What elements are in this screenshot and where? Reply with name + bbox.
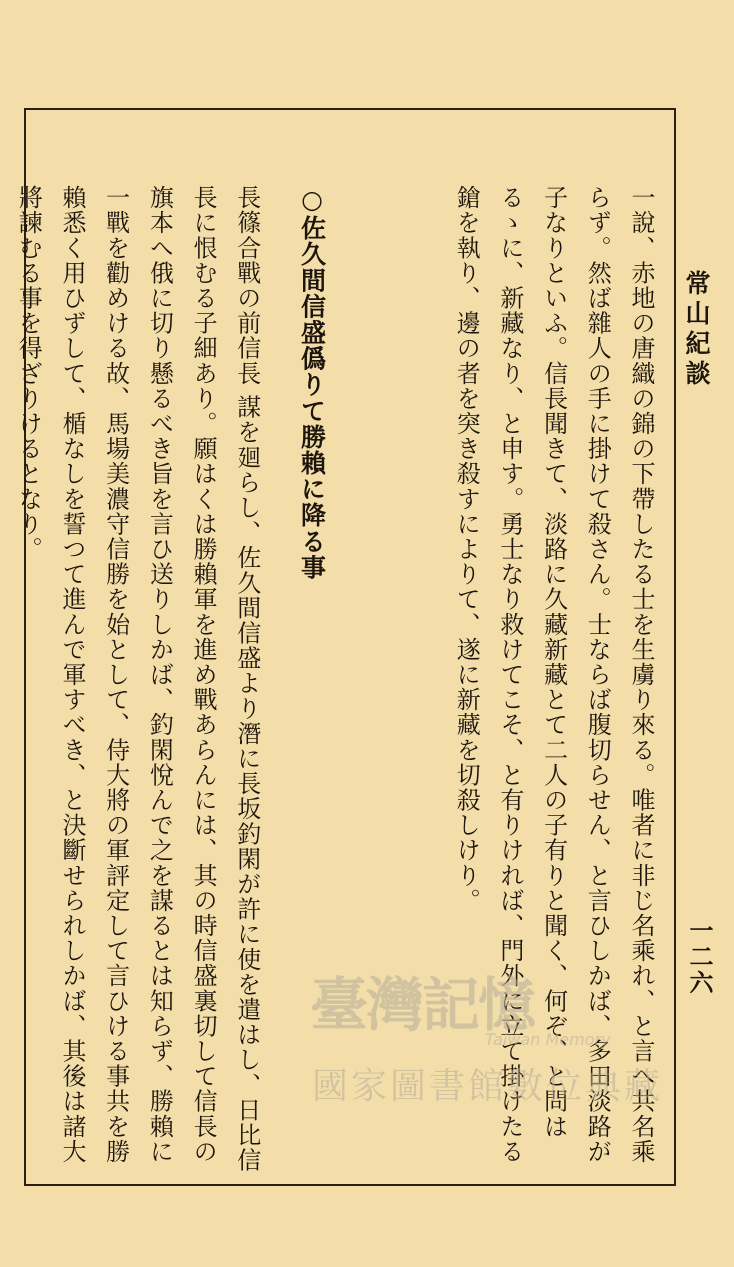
watermark-english-text: Taiwan Memory (485, 1030, 611, 1049)
paragraph-first: 一說、赤地の唐織の錦の下帶したる士を生虜り來る。唯者に非じ名乘れ、と言へ共名乘らず。然ば雜人の手に掛けて殺さん。士ならば腹切らせん、と言ひしかば、多田淡路が子なりといふ。信長聞きて、淡路に久藏新藏とて二人の子有りと聞く、何ぞ、と問はるゝに、新藏なり、と申す。勇士なり救けてこそ、と有りければ、門外に立て掛けたる鎗を執り、邊の者を突き殺すによりて、遂に新藏を切殺しけり。 (452, 185, 655, 1164)
vertical-text-body (14, 185, 662, 1175)
section-heading: ○佐久間信盛僞りて勝賴に降る事 (297, 185, 327, 581)
running-header-title: 常山紀談 (682, 270, 711, 390)
watermark-logo: 臺灣記憶 (310, 971, 535, 1039)
page-number: 一二六 (685, 918, 714, 996)
paragraph-second: 長篠合戰の前信長 謀を廻らし、佐久間信盛より潛に長坂釣閑が許に使を遣はし、日比信長に恨むる子細あり。願はくは勝賴軍を進め戰あらんには、其の時信盛裏切して信長の旗本へ俄に切り懸るべき旨を言ひ送りしかば、釣閑悅んで之を謀るとは知らず、勝賴に一戰を勸めける故、馬場美濃守信勝を始として、侍大將の軍評定して言ひける事共を勝賴悉く用ひずして、楯なしを誓つて進んで軍すべき、と決斷せられしかば、其後は諸大將諫むる事を得ざりけるとなり。 (14, 185, 261, 1173)
watermark-institution-text: 國家圖書館數位典藏 (312, 1066, 664, 1107)
